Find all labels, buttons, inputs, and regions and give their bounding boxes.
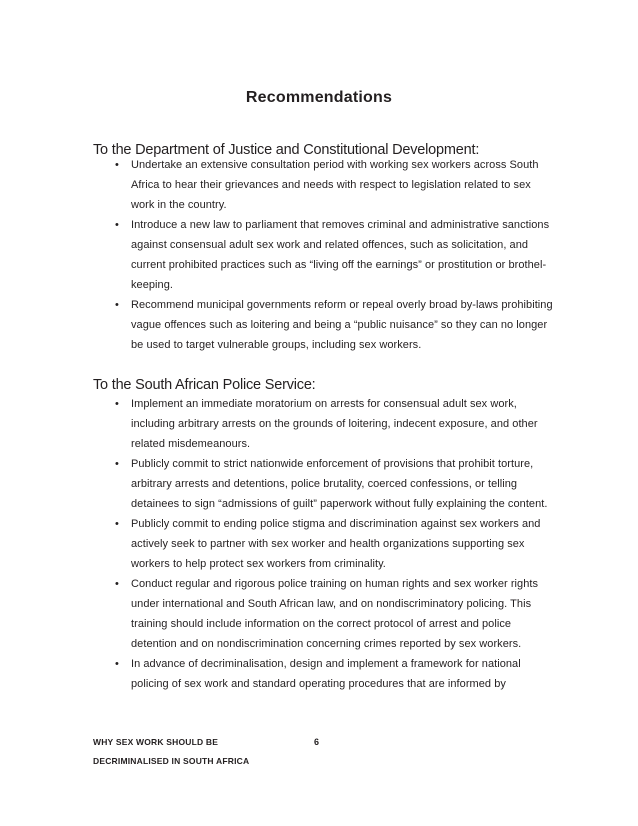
bullet-icon: • [115,398,119,410]
bullet-icon: • [115,219,119,231]
list-item-text: Publicly commit to strict nationwide enforcement of provisions that prohibit torture, arbitrary arrests and detentions, police brutality, coerced confessions, or telling detainees to sign “admissions of guilt” paperwork without fully explaining the content. [131,458,548,510]
page-number: 6 [314,737,320,747]
police-recommendations-list [115,394,555,694]
bullet-icon: • [115,658,119,670]
footer-title-line-1: WHY SEX WORK SHOULD BE [93,737,219,747]
bullet-icon: • [115,458,119,470]
bullet-icon: • [115,518,119,530]
page-title: Recommendations [245,89,393,106]
list-item [115,574,555,654]
list-item [115,215,555,295]
list-item [115,394,555,454]
list-item-text: Introduce a new law to parliament that removes criminal and administrative sanctions against consensual adult sex work and related offences, such as solicitation, and current prohibited practices such as “living off the earnings” or prostitution or brothel-keeping. [131,219,550,291]
list-item-text: Recommend municipal governments reform or repeal overly broad by-laws prohibiting vague offences such as loitering and being a “public nuisance” so they can no longer be used to target vulnerable groups, including sex workers. [131,299,553,351]
footer-title-line-2: DECRIMINALISED IN SOUTH AFRICA [93,756,250,766]
list-item [115,155,555,215]
list-item-text: Implement an immediate moratorium on arrests for consensual adult sex work, including arbitrary arrests on the grounds of loitering, indecent exposure, and other related misdemeanours. [131,398,538,450]
list-item [115,295,555,355]
section-heading-police: To the South African Police Service: [93,377,316,393]
justice-recommendations-list [115,155,555,355]
list-item-text: Undertake an extensive consultation period with working sex workers across South Africa to hear their grievances and needs with respect to legislation related to sex work in the country. [131,159,539,211]
list-item [115,514,555,574]
list-item-text: Conduct regular and rigorous police training on human rights and sex worker rights under international and South African law, and on nondiscriminatory policing. This training should include information on the correct protocol of arrest and police detention and on nondiscrimination concerning crimes reported by sex workers. [131,578,539,650]
bullet-icon: • [115,299,119,311]
list-item [115,654,555,694]
section-heading-justice: To the Department of Justice and Constitutional Development: [93,142,480,158]
list-item-text: In advance of decriminalisation, design and implement a framework for national policing of sex work and standard operating procedures that are informed by [131,658,521,690]
list-item [115,454,555,514]
bullet-icon: • [115,159,119,171]
bullet-icon: • [115,578,119,590]
list-item-text: Publicly commit to ending police stigma and discrimination against sex workers and actively seek to partner with sex worker and health organizations supporting sex workers to help protect sex workers from criminality. [131,518,541,570]
